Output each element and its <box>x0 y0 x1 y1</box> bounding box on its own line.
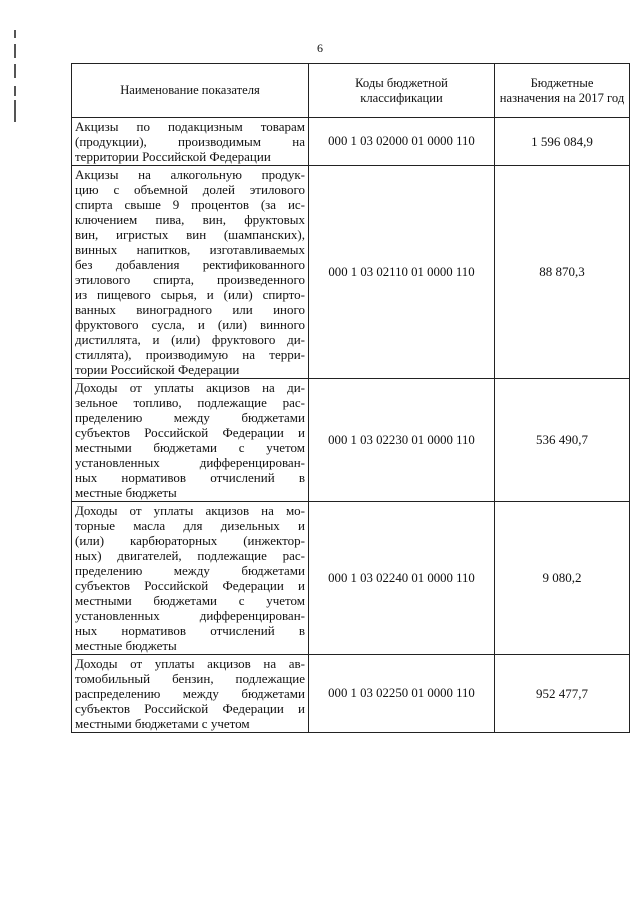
indicator-name-cell <box>72 655 309 733</box>
indicator-name-line: субъектов Российской Федерации и <box>75 578 305 593</box>
budget-code-cell: 000 1 03 02230 01 0000 110 <box>309 379 495 502</box>
indicator-name-line: ных нормативов отчислений в <box>75 623 305 638</box>
indicator-name-line: спирта свыше 9 процентов (за ис- <box>75 197 305 212</box>
indicator-name-line: ных нормативов отчислений в <box>75 470 305 485</box>
indicator-name-line: пределению между бюджетами <box>75 563 305 578</box>
indicator-name-cell <box>72 379 309 502</box>
indicator-name-line: субъектов Российской Федерации и <box>75 425 305 440</box>
indicator-name-line: распределению между бюджетами <box>75 686 305 701</box>
indicator-name-line: стиллята), производимую на терри- <box>75 347 305 362</box>
scan-artifact <box>14 30 16 38</box>
table-row <box>72 379 630 502</box>
budget-code-cell: 000 1 03 02240 01 0000 110 <box>309 502 495 655</box>
indicator-name-line: винных напитков, изготавливаемых <box>75 242 305 257</box>
indicator-name-line: (продукции), производимым на <box>75 134 305 149</box>
indicator-name-line: местные бюджеты <box>75 638 177 653</box>
indicator-name-line: зельное топливо, подлежащие рас- <box>75 395 305 410</box>
indicator-name-line: территории Российской Федерации <box>75 149 271 164</box>
budget-code-cell: 000 1 03 02250 01 0000 110 <box>309 655 495 733</box>
table-row <box>72 118 630 166</box>
indicator-name-line: Доходы от уплаты акцизов на ав- <box>75 656 305 671</box>
budget-table <box>71 63 630 733</box>
scan-artifact <box>14 44 16 58</box>
budget-amount-cell: 952 477,7 <box>495 655 630 733</box>
indicator-name-line: установленных дифференцирован- <box>75 608 305 623</box>
indicator-name-line: ключением пива, вин, фруктовых <box>75 212 305 227</box>
indicator-name-line: местные бюджеты <box>75 485 177 500</box>
indicator-name-line: ванных виноградного или иного <box>75 302 305 317</box>
indicator-name-line: этилового спирта, произведенного <box>75 272 305 287</box>
indicator-name-line: фруктового сусла, и (или) винного <box>75 317 305 332</box>
table-row <box>72 166 630 379</box>
column-header-amount: Бюджетные назначения на 2017 год <box>495 64 630 118</box>
indicator-name-line: из пищевого сырья, и (или) спирто- <box>75 287 305 302</box>
indicator-name-line: местными бюджетами с учетом <box>75 716 250 731</box>
indicator-name-line: тории Российской Федерации <box>75 362 240 377</box>
indicator-name-cell <box>72 118 309 166</box>
indicator-name-line: без добавления ректификованного <box>75 257 305 272</box>
budget-amount-cell: 88 870,3 <box>495 166 630 379</box>
indicator-name-line: томобильный бензин, подлежащие <box>75 671 305 686</box>
table-row <box>72 655 630 733</box>
indicator-name-line: пределению между бюджетами <box>75 410 305 425</box>
indicator-name-cell <box>72 502 309 655</box>
indicator-name-line: субъектов Российской Федерации и <box>75 701 305 716</box>
budget-amount-cell: 1 596 084,9 <box>495 118 630 166</box>
indicator-name-cell <box>72 166 309 379</box>
indicator-name-line: Акцизы по подакцизным товарам <box>75 119 305 134</box>
budget-amount-cell: 9 080,2 <box>495 502 630 655</box>
indicator-name-line: местными бюджетами с учетом <box>75 593 305 608</box>
indicator-name-line: вин, игристых вин (шампанских), <box>75 227 305 242</box>
indicator-name-line: Акцизы на алкогольную продук- <box>75 167 305 182</box>
table-row <box>72 502 630 655</box>
indicator-name-line: установленных дифференцирован- <box>75 455 305 470</box>
budget-code-cell: 000 1 03 02110 01 0000 110 <box>309 166 495 379</box>
scan-artifact <box>14 64 16 78</box>
column-header-name: Наименование показателя <box>72 64 309 118</box>
indicator-name-line: дистиллята, и (или) фруктового ди- <box>75 332 305 347</box>
indicator-name-line: местными бюджетами с учетом <box>75 440 305 455</box>
indicator-name-line: Доходы от уплаты акцизов на мо- <box>75 503 305 518</box>
indicator-name-line: цию с объемной долей этилового <box>75 182 305 197</box>
page-number: 6 <box>317 41 323 55</box>
indicator-name-line: ных) двигателей, подлежащие рас- <box>75 548 305 563</box>
budget-amount-cell: 536 490,7 <box>495 379 630 502</box>
column-header-codes: Коды бюджетной классификации <box>309 64 495 118</box>
indicator-name-line: (или) карбюраторных (инжектор- <box>75 533 305 548</box>
budget-code-cell: 000 1 03 02000 01 0000 110 <box>309 118 495 166</box>
indicator-name-line: Доходы от уплаты акцизов на ди- <box>75 380 305 395</box>
indicator-name-line: торные масла для дизельных и <box>75 518 305 533</box>
scan-artifact <box>14 100 16 122</box>
scan-artifact <box>14 86 16 96</box>
table-header-row <box>72 64 630 118</box>
